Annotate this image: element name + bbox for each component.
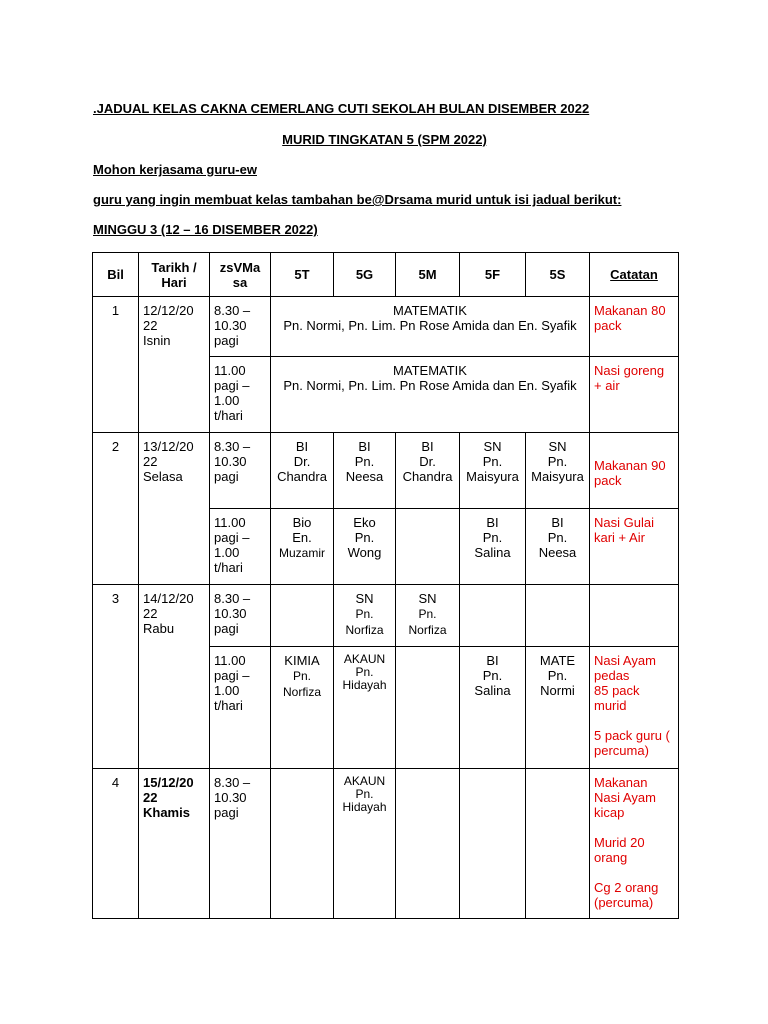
table-row [93,769,679,919]
header-5s: 5S [526,253,590,297]
note-cell [590,585,679,647]
note-line: 5 pack guru ( percuma) [594,728,670,758]
class-cell-5t: BI Dr. Chandra [271,433,334,509]
class-cell-5t [271,769,334,919]
class-cell-5s: MATE Pn. Normi [526,647,590,769]
time-cell: 8.30 – 10.30 pagi [210,769,271,919]
class-cell-5t [271,647,334,769]
date-cell-empty [139,509,210,585]
date-text: 12/12/20 22 [143,303,194,333]
class-cell-5m [396,509,460,585]
class-cell-5g: BI Pn. Neesa [334,433,396,509]
class-cell-5s [526,769,590,919]
note-line: Murid 20 orang [594,835,645,865]
header-5g: 5G [334,253,396,297]
class-cell-5g: AKAUN Pn. Hidayah [334,647,396,769]
class-cell-5t [271,509,334,585]
bil-cell-empty [93,357,139,433]
merged-class-cell: MATEMATIK Pn. Normi, Pn. Lim. Pn Rose Amida dan En. Syafik [271,357,590,433]
instruction-line: guru yang ingin membuat kelas tambahan be@Drsama murid untuk isi jadual berikut: [93,192,622,207]
bil-cell: 1 [93,297,139,357]
header-masa: zsVMa sa [210,253,271,297]
table-row [93,647,679,769]
date-cell [139,433,210,509]
bil-cell: 2 [93,433,139,509]
request-line: Mohon kerjasama guru-ew [93,162,257,177]
teacher-name: Muzamir [278,546,325,560]
class-cell-5t [271,585,334,647]
class-cell-5f [460,769,526,919]
note-cell: Makanan 80 pack [590,297,679,357]
day-text: Selasa [143,469,183,484]
teacher-text: Pn. Norfiza [282,669,321,699]
merged-class-cell: MATEMATIK Pn. Normi, Pn. Lim. Pn Rose Amida dan En. Syafik [271,297,590,357]
document-subtitle: MURID TINGKATAN 5 (SPM 2022) [282,132,487,147]
time-cell: 11.00 pagi – 1.00 t/hari [210,509,271,585]
teacher-text: Pn. Norfiza [408,607,447,637]
header-catatan: Catatan [590,253,679,297]
table-row [93,297,679,357]
class-cell-5s: BI Pn. Neesa [526,509,590,585]
time-cell: 11.00 pagi – 1.00 t/hari [210,357,271,433]
subject-text: SN [418,591,437,606]
teacher-title: En. [292,530,312,545]
note-cell [590,769,679,919]
day-text: Rabu [143,621,175,636]
class-cell-5s: SN Pn. Maisyura [526,433,590,509]
class-cell-5g: AKAUN Pn. Hidayah [334,769,396,919]
bil-cell-empty [93,509,139,585]
date-cell [139,585,210,647]
time-cell: 8.30 – 10.30 pagi [210,585,271,647]
note-line: Nasi Ayam pedas 85 pack murid [594,653,656,713]
header-tarikh-hari: Tarikh / Hari [139,253,210,297]
time-cell: 8.30 – 10.30 pagi [210,297,271,357]
table-row [93,357,679,433]
header-5m: 5M [396,253,460,297]
date-text: 13/12/20 22 [143,439,194,469]
class-cell-5m [396,647,460,769]
class-cell-5f: BI Pn. Salina [460,509,526,585]
note-cell: Nasi Gulai kari + Air [590,509,679,585]
schedule-table [92,252,679,919]
note-line: Makanan Nasi Ayam kicap [594,775,656,820]
class-cell-5g [334,585,396,647]
subject-text: KIMIA [284,653,320,668]
date-text: 14/12/20 22 [143,591,194,621]
table-row [93,585,679,647]
header-5t: 5T [271,253,334,297]
time-cell: 11.00 pagi – 1.00 t/hari [210,647,271,769]
date-cell [139,769,210,919]
bil-cell: 4 [93,769,139,919]
day-text: Isnin [143,333,171,348]
class-cell-5m [396,585,460,647]
note-cell [590,647,679,769]
week-heading: MINGGU 3 (12 – 16 DISEMBER 2022) [93,222,318,237]
class-cell-5s [526,585,590,647]
class-cell-5m [396,769,460,919]
class-cell-5f: BI Pn. Salina [460,647,526,769]
day-text: Khamis [143,805,190,820]
table-row [93,509,679,585]
time-cell: 8.30 – 10.30 pagi [210,433,271,509]
date-cell-empty [139,357,210,433]
subject-text: SN [355,591,374,606]
note-cell: Makanan 90 pack [590,433,679,509]
date-cell-empty [139,647,210,769]
bil-cell-empty [93,647,139,769]
table-row [93,433,679,509]
date-text: 15/12/20 22 [143,775,194,805]
note-line: Cg 2 orang (percuma) [594,880,659,910]
header-bil: Bil [93,253,139,297]
document-title: .JADUAL KELAS CAKNA CEMERLANG CUTI SEKOLAH BULAN DISEMBER 2022 [93,101,590,116]
class-cell-5g: Eko Pn. Wong [334,509,396,585]
table-header-row [93,253,679,297]
class-cell-5m: BI Dr. Chandra [396,433,460,509]
note-cell: Nasi goreng + air [590,357,679,433]
bil-cell: 3 [93,585,139,647]
header-5f: 5F [460,253,526,297]
date-cell [139,297,210,357]
class-cell-5f [460,585,526,647]
class-cell-5f: SN Pn. Maisyura [460,433,526,509]
subject-text: Bio [292,515,312,530]
teacher-text: Pn. Norfiza [345,607,384,637]
